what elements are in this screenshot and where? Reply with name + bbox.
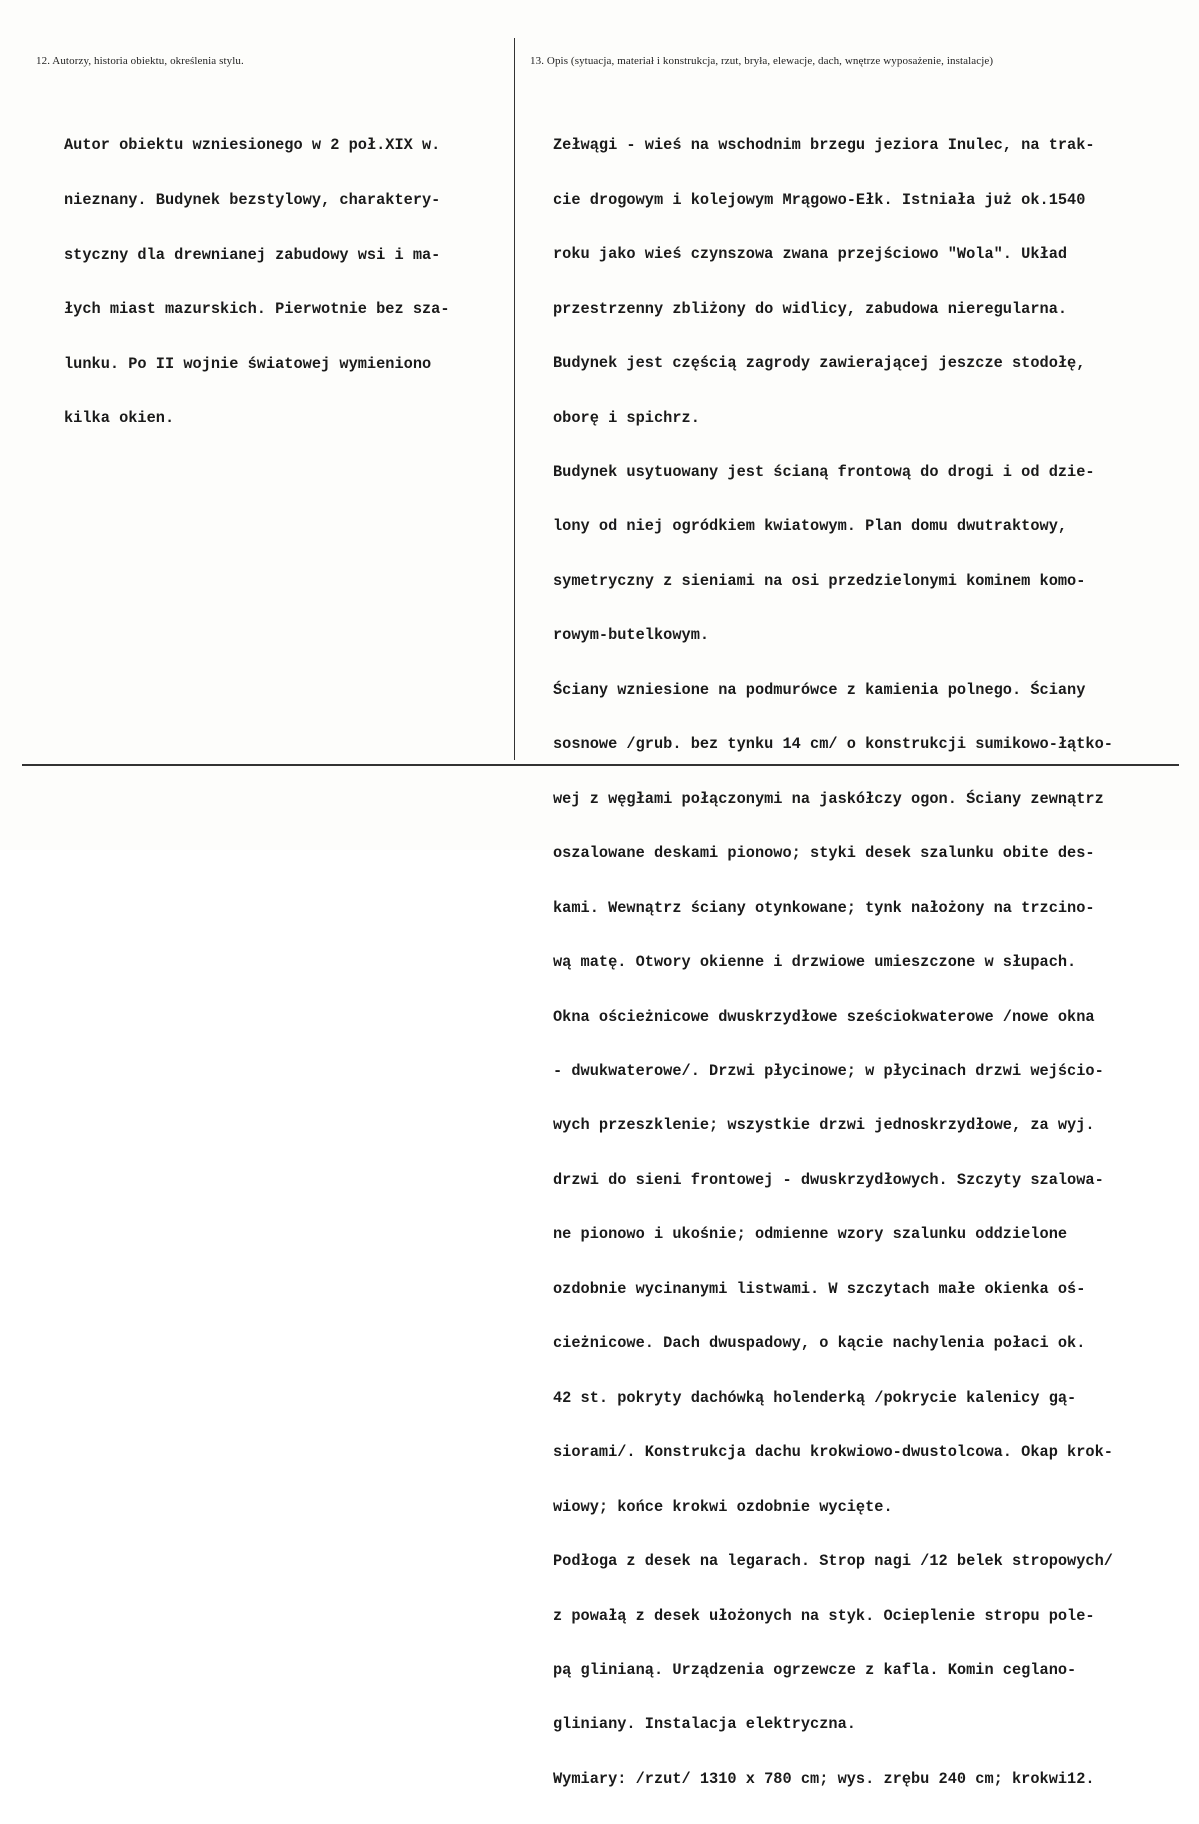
text-line: sosnowe /grub. bez tynku 14 cm/ o konstrukcji sumikowo-łątko- [553, 735, 1113, 754]
section-13-header: 13. Opis (sytuacja, materiał i konstrukcja, rzut, bryła, elewacje, dach, wnętrze wyposażenie, instalacje) [530, 55, 994, 67]
text-line: z powałą z desek ułożonych na styk. Ocieplenie stropu pole- [553, 1606, 1095, 1625]
section-13-text [553, 100, 1183, 1824]
text-line: Budynek jest częścią zagrody zawierającej jeszcze stodołę, [553, 354, 1086, 373]
section-12-text [64, 100, 509, 464]
text-line: - dwukwaterowe/. Drzwi płycinowe; w płycinach drzwi wejścio- [553, 1062, 1104, 1081]
text-line: Podłoga z desek na legarach. Strop nagi /12 belek stropowych/ [553, 1552, 1113, 1571]
text-line: wej z węgłami połączonymi na jaskółczy ogon. Ściany zewnątrz [553, 789, 1104, 808]
text-line: wiowy; końce krokwi ozdobnie wycięte. [553, 1497, 893, 1516]
text-line: siorami/. Konstrukcja dachu krokwiowo-dwustolcowa. Okap krok- [553, 1443, 1113, 1462]
text-line: przestrzenny zbliżony do widlicy, zabudowa nieregularna. [553, 299, 1068, 318]
text-line: oszalowane deskami pionowo; styki desek szalunku obite des- [553, 844, 1095, 863]
text-line: lony od niej ogródkiem kwiatowym. Plan domu dwutraktowy, [553, 517, 1068, 536]
text-line: pą glinianą. Urządzenia ogrzewcze z kafla. Komin ceglano- [553, 1661, 1077, 1679]
text-line: kami. Wewnątrz ściany otynkowane; tynk nałożony na trzcino- [553, 898, 1095, 917]
text-line: symetryczny z sieniami na osi przedzielonymi kominem komo- [553, 571, 1086, 590]
text-line: Autor obiektu wzniesionego w 2 poł.XIX w. [64, 136, 441, 155]
text-line: kilka okien. [64, 409, 175, 428]
text-line: drzwi do sieni frontowej - dwuskrzydłowych. Szczyty szalowa- [553, 1170, 1104, 1189]
text-line: Budynek usytuowany jest ścianą frontową do drogi i od dzie- [553, 463, 1095, 482]
text-line: Ściany wzniesione na podmurówce z kamienia polnego. Ściany [553, 680, 1086, 699]
text-line: łych miast mazurskich. Pierwotnie bez sza- [64, 300, 450, 319]
text-line: 42 st. pokryty dachówką holenderką /pokrycie kalenicy gą- [553, 1388, 1077, 1407]
text-line: styczny dla drewnianej zabudowy wsi i ma- [64, 245, 441, 264]
column-divider [514, 38, 515, 760]
text-line: gliniany. Instalacja elektryczna. [553, 1715, 856, 1734]
text-line: Wymiary: /rzut/ 1310 x 780 cm; wys. zrębu 240 cm; krokwi12. [553, 1769, 1095, 1788]
section-12-header: 12. Autorzy, historia obiektu, określenia stylu. [36, 55, 244, 67]
text-line: cie drogowym i kolejowym Mrągowo-Ełk. Istniała już ok.1540 [553, 190, 1086, 209]
text-line: cieżnicowe. Dach dwuspadowy, o kącie nachylenia połaci ok. [553, 1334, 1086, 1353]
text-line: nieznany. Budynek bezstylowy, charaktery- [64, 191, 441, 209]
text-line: roku jako wieś czynszowa zwana przejściowo "Wola". Układ [553, 245, 1068, 264]
text-line: Zełwągi - wieś na wschodnim brzegu jeziora Inulec, na trak- [553, 136, 1095, 155]
text-line: ne pionowo i ukośnie; odmienne wzory szalunku oddzielone [553, 1225, 1068, 1244]
text-line: lunku. Po II wojnie światowej wymieniono [64, 354, 432, 373]
text-line: oborę i spichrz. [553, 408, 700, 427]
text-line: rowym-butelkowym. [553, 626, 710, 645]
text-line: wą matę. Otwory okienne i drzwiowe umieszczone w słupach. [553, 953, 1077, 972]
text-line: Okna ościeżnicowe dwuskrzydłowe sześciokwaterowe /nowe okna [553, 1007, 1095, 1026]
text-line: wych przeszklenie; wszystkie drzwi jednoskrzydłowe, za wyj. [553, 1116, 1095, 1135]
text-line: ozdobnie wycinanymi listwami. W szczytach małe okienka oś- [553, 1279, 1086, 1298]
